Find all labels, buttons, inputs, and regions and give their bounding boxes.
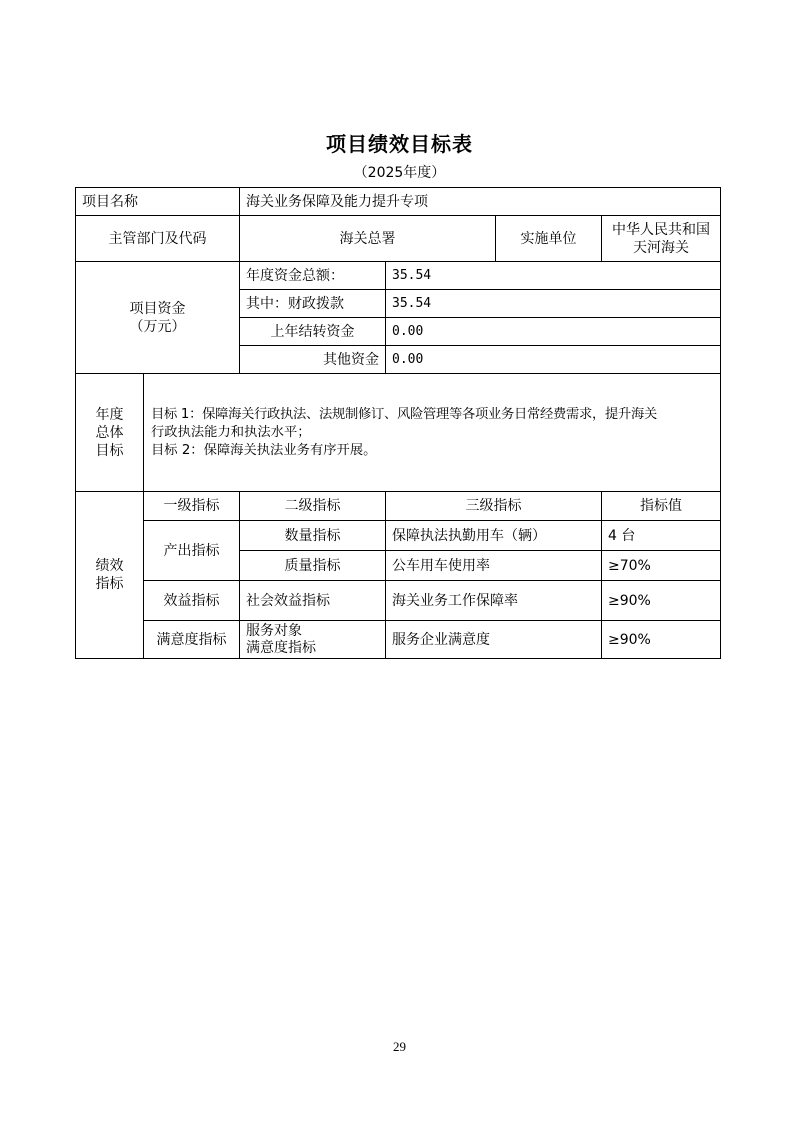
perf-label-line: 绩效 <box>95 558 124 574</box>
goal-text <box>144 374 721 492</box>
page-subtitle: （2025年度） <box>353 165 446 181</box>
goal-line: 目标 2：保障海关执法业务有序开展。 <box>151 442 377 458</box>
perf-l3: 公车用车使用率 <box>386 551 602 581</box>
goal-line: 行政执法能力和执法水平； <box>151 424 311 440</box>
funds-item-label: 其他资金 <box>240 346 386 374</box>
perf-value: 4 台 <box>602 521 721 551</box>
project-name-row <box>76 188 721 216</box>
perf-header-value: 指标值 <box>602 492 721 521</box>
funds-label-line2: （万元） <box>129 318 186 335</box>
funds-item-label: 其中：财政拨款 <box>240 290 386 318</box>
perf-header-row <box>76 492 721 521</box>
perf-l2-line: 满意度指标 <box>246 639 316 656</box>
goal-label-line: 目标 <box>95 442 124 459</box>
impl-value <box>602 216 721 262</box>
funds-label-line1: 项目资金 <box>129 300 186 317</box>
funds-row-total <box>76 262 721 290</box>
funds-item-label: 上年结转资金 <box>240 318 386 346</box>
funds-item-value: 0.00 <box>386 346 721 374</box>
perf-l1-benefit: 效益指标 <box>144 581 240 621</box>
goal-row <box>76 374 721 492</box>
perf-row <box>76 621 721 659</box>
perf-value: ≥70% <box>602 551 721 581</box>
funds-label <box>76 262 240 374</box>
perf-l1-output: 产出指标 <box>144 521 240 581</box>
goal-label <box>76 374 144 492</box>
funds-item-value: 35.54 <box>386 262 721 290</box>
perf-l2-line: 服务对象 <box>246 622 302 639</box>
department-row <box>76 216 721 262</box>
goal-line: 目标 1：保障海关行政执法、法规制修订、风险管理等各项业务日常经费需求，提升海关 <box>151 406 657 422</box>
perf-l2: 质量指标 <box>240 551 386 581</box>
funds-item-value: 35.54 <box>386 290 721 318</box>
perf-l3: 海关业务工作保障率 <box>386 581 602 621</box>
perf-l3: 保障执法执勤用车（辆） <box>386 521 602 551</box>
impl-value-line2: 天河海关 <box>633 239 689 256</box>
impl-label: 实施单位 <box>496 216 602 262</box>
project-name-label: 项目名称 <box>76 188 240 216</box>
perf-l2: 社会效益指标 <box>240 581 386 621</box>
perf-l2 <box>240 621 386 659</box>
perf-l2: 数量指标 <box>240 521 386 551</box>
project-name-value: 海关业务保障及能力提升专项 <box>240 188 721 216</box>
dept-label: 主管部门及代码 <box>76 216 240 262</box>
page-title: 项目绩效目标表 <box>326 132 473 156</box>
perf-l1-satisfaction: 满意度指标 <box>144 621 240 659</box>
funds-item-label: 年度资金总额： <box>240 262 386 290</box>
funds-item-value: 0.00 <box>386 318 721 346</box>
perf-value: ≥90% <box>602 581 721 621</box>
dept-value: 海关总署 <box>240 216 496 262</box>
perf-l3: 服务企业满意度 <box>386 621 602 659</box>
perf-label-line: 指标 <box>95 576 124 592</box>
goal-label-line: 总体 <box>95 424 124 441</box>
goal-label-line: 年度 <box>95 406 124 423</box>
impl-value-line1: 中华人民共和国 <box>612 221 710 238</box>
perf-value: ≥90% <box>602 621 721 659</box>
perf-row <box>76 581 721 621</box>
perf-header-l1: 一级指标 <box>144 492 240 521</box>
perf-row <box>76 521 721 551</box>
perf-header-l2: 二级指标 <box>240 492 386 521</box>
perf-header-l3: 三级指标 <box>386 492 602 521</box>
page-number: 29 <box>393 1039 406 1054</box>
perf-label <box>76 492 144 659</box>
performance-target-table <box>75 187 721 659</box>
